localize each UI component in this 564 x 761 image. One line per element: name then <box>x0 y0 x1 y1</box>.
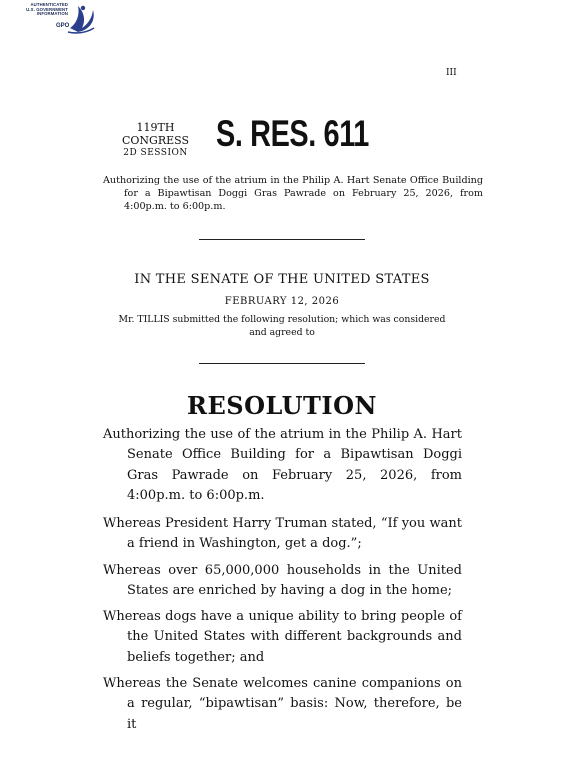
eagle-seal-icon <box>66 2 96 36</box>
submission-statement <box>112 313 452 339</box>
whereas-clause-1: Whereas President Harry Truman stated, “If you want a friend in Washington, get a dog.”; <box>103 516 462 552</box>
gpo-authentication-seal <box>4 2 96 38</box>
submission-text: submitted the following resolution; which was considered and agreed to <box>169 314 446 338</box>
seal-gpo-label: GPO <box>56 23 70 29</box>
seal-text <box>4 3 68 17</box>
senator-prefix: Mr. <box>118 314 138 325</box>
chamber-heading: IN THE SENATE OF THE UNITED STATES <box>134 272 430 287</box>
resolution-number: S. RES. 611 <box>216 113 369 154</box>
page-mark: III <box>446 68 457 78</box>
resolution-heading: RESOLUTION <box>187 391 377 420</box>
divider-rule-top <box>199 239 365 240</box>
seal-line-2: U.S. GOVERNMENT <box>26 6 68 12</box>
whereas-clause <box>103 607 462 668</box>
congress-session-block <box>104 121 207 160</box>
official-title <box>103 425 462 506</box>
congress-number: 119TH CONGRESS <box>121 121 190 147</box>
whereas-clause <box>103 561 462 602</box>
introduction-date: FEBRUARY 12, 2026 <box>224 296 340 307</box>
senator-name: TILLIS <box>137 314 170 325</box>
session-number: 2D SESSION <box>123 148 188 158</box>
whereas-clause-2: Whereas over 65,000,000 households in the United States are enriched by having a dog in the home; <box>103 563 462 599</box>
official-title-text: Authorizing the use of the atrium in the Philip A. Hart Senate Office Building for a Bipawtisan Doggi Gras Pawrade on February 25, 2026, from 4:00p.m. to 6:00p.m. <box>103 427 462 503</box>
whereas-clause <box>103 674 462 735</box>
whereas-clause-3: Whereas dogs have a unique ability to bring people of the United States with different backgrounds and beliefs together; and <box>103 609 462 665</box>
divider-rule-bottom <box>199 363 365 364</box>
whereas-clause-4: Whereas the Senate welcomes canine companions on a regular, “bipawtisan” basis: Now, therefore, be it <box>103 676 462 732</box>
short-title: Authorizing the use of the atrium in the Philip A. Hart Senate Office Building for a Bipawtisan Doggi Gras Pawrade on February 25, 2026, from 4:00p.m. to 6:00p.m. <box>103 175 483 212</box>
seal-line-1: AUTHENTICATED <box>30 2 68 7</box>
whereas-clause <box>103 514 462 555</box>
seal-line-3: INFORMATION <box>36 11 68 17</box>
